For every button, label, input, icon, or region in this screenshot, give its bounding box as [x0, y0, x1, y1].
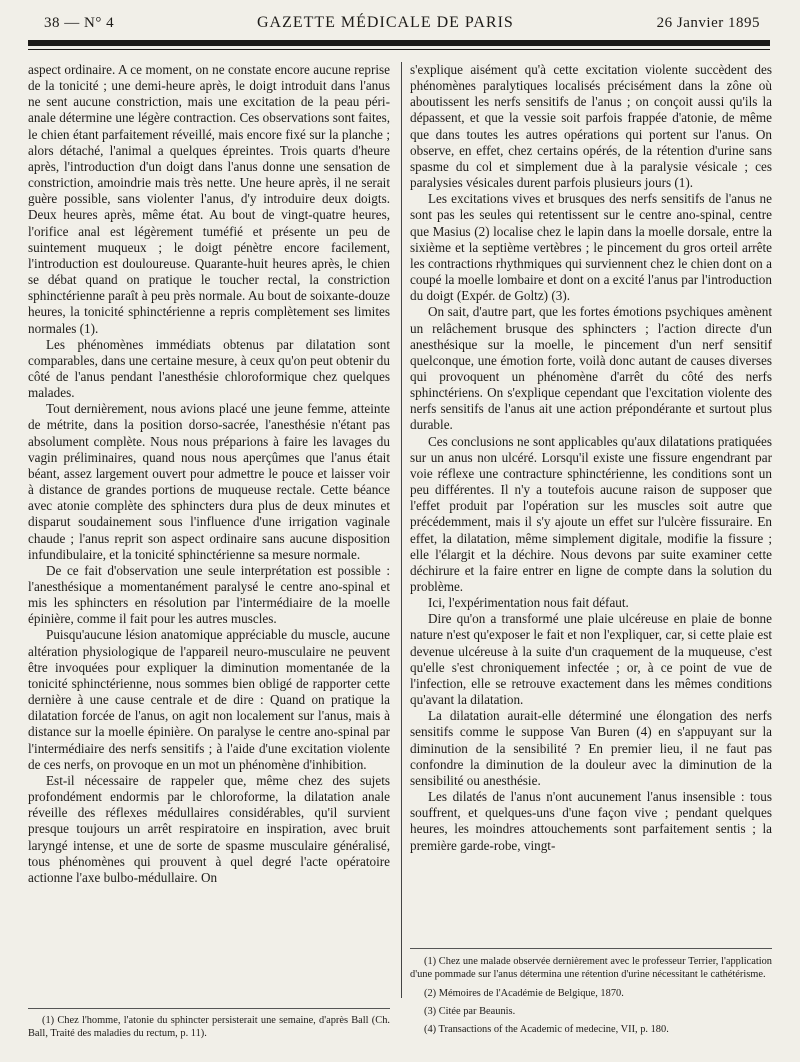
issue-date: 26 Janvier 1895 [656, 15, 760, 31]
footnote: (1) Chez l'homme, l'atonie du sphincter persisterait une semaine, d'après Ball (Ch. Ball, Traité des maladies du rectum, p. 11). [28, 1015, 390, 1039]
paragraph: Dire qu'on a transformé une plaie ulcéreuse en plaie de bonne nature n'est qu'exposer le fait et non l'expliquer, car, si cette plaie est devenue ulcéreuse à la suite d'un craquement de la muqueuse, c'est qu'elle s'est chroniquement infectée ; or, à ce point de vue de l'infection, elle se retrouve exactement dans les mêmes conditions qu'avant la dilatation. [410, 611, 772, 708]
right-column [410, 62, 772, 854]
left-column [28, 62, 390, 886]
paragraph: Ces conclusions ne sont applicables qu'aux dilatations pratiquées sur un anus non ulcéré. Lorsqu'il existe une fissure engendrant par voie réflexe une contracture sphinctérienne, les conditions sont un peu différentes. Il n'y a toutefois aucune raison de supposer que l'effet produit par l'opération sur les muscles soit autre que précédemment, mais il s'y ajoute un effet sur l'ulcère fissuraire. En effet, la dilatation, même simplement digitale, modifie la fissure ; elle l'élargit et la déchire. Nous devons par suite examiner cette déchirure et la faire entrer en ligne de compte dans la solution du problème. [410, 433, 772, 594]
paragraph: s'explique aisément qu'à cette excitation violente succèdent des phénomènes paralytiques localisés précisément dans la zône où aboutissent les nerfs sensitifs de l'anus ; on conçoit aussi qu'ils la dépassent, et que la vessie soit parfois frappée d'atonie, de même que dans toutes les autres opérations qui portent sur l'anus. On observe, en effet, chez certains opérés, de la rétention d'urine sans spasme du col et simplement due à la paralysie vésicale ; ces paralysies vésicales durent parfois plusieurs jours (1). [410, 62, 772, 191]
footnotes-right [410, 948, 772, 1041]
header-rule-thin [28, 49, 770, 50]
paragraph: Les excitations vives et brusques des nerfs sensitifs de l'anus ne sont pas les seules qui retentissent sur le centre ano-spinal, centre que Masius (2) localise chez le lapin dans la moelle dorsale, entre la sixième et la septième vertèbres ; le pincement du gros orteil arrête les contractions rhythmiques qui surviennent chez le chien dont on a coupé la moelle lombaire et dont on a excité l'anus par l'introduction du doigt (Expér. de Goltz) (3). [410, 191, 772, 304]
paragraph: Les dilatés de l'anus n'ont aucunement l'anus insensible : tous souffrent, et quelques-uns d'une façon vive ; pendant quelques heures, les moindres attouchements sont parfaitement sentis ; la première garde-robe, vingt- [410, 789, 772, 853]
footnote: (3) Citée par Beaunis. [424, 1006, 516, 1017]
paragraph: On sait, d'autre part, que les fortes émotions psychiques amènent un relâchement brusque des sphincters ; l'action directe d'un anesthésique sur la moelle, le pincement d'un nerf sensitif quelconque, une émotion forte, voilà donc autant de causes diverses qui provoquent un phénomène d'arrêt du côté des nerfs sphinctériens. On s'explique cependant que l'excitation violente des nerfs sensitifs de l'anus ait une action prépondérante et surtout plus durable. [410, 304, 772, 433]
page-header [44, 14, 760, 36]
header-rule-thick [28, 40, 770, 46]
paragraph: De ce fait d'observation une seule interprétation est possible : l'anesthésique a momentanément paralysé le centre ano-spinal et mis les sphincters en résolution par l'intermédiaire de la moelle épinière, comme il fait pour les autres muscles. [28, 562, 390, 627]
paragraph: Les phénomènes immédiats obtenus par dilatation sont comparables, dans une certaine mesure, à ceux qu'on peut obtenir du côté de l'anus pendant l'anesthésie chloroformique chez quelques malades. [28, 336, 390, 401]
footnote: (4) Transactions of the Academic of medecine, VII, p. 180. [424, 1024, 669, 1035]
paragraph: Ici, l'expérimentation nous fait défaut. [428, 595, 629, 611]
column-divider [401, 62, 402, 998]
footnote: (1) Chez une malade observée dernièrement avec le professeur Terrier, l'application d'une pommade sur l'anus détermina une rétention d'urine nécessitant le cathétérisme. [410, 956, 772, 980]
paragraph: Est-il nécessaire de rappeler que, même chez des sujets profondément endormis par le chloroforme, la dilatation anale réveille des réflexes médullaires considérables, qu'il survient presque toujours un arrêt respiratoire en inspiration, avec bruit laryngé intense, et une de sorte de spasme musculaire généralisé, tous phénomènes qui prouvent à quel degré l'acte opératoire actionne l'axe bulbo-médullaire. On [28, 772, 390, 885]
paragraph: aspect ordinaire. A ce moment, on ne constate encore aucune reprise de la tonicité ; une demi-heure après, le doigt introduit dans l'anus ne sent aucune constriction, mais une excitation de la peau péri-anale détermine une légère contraction. Ces observations sont faites, le chien étant parfaitement réveillé, mais encore fixé sur la planche ; alors détaché, l'animal a quelques épreintes. Trois quarts d'heure après, l'introduction d'un doigt dans l'anus donne une sensation de constriction, amoindrie mais très nette. Une heure après, il ne serait guère possible, sans violenter l'anus, d'y introduire deux doigts. Deux heures après, même état. Au bout de vingt-quatre heures, l'orifice anal est légèrement tuméfié et présente un peu de suintement muqueux ; le doigt pénètre encore facilement, l'introduction est douloureuse. Quarante-huit heures après, le chien se débat quand on pratique le toucher rectal, la constriction sphinctérienne paraît à peu près normale. Au bout de soixante-douze heures, la tonicité sphinctérienne a repris complètement ses limites normales (1). [28, 62, 390, 336]
paragraph: La dilatation aurait-elle déterminé une élongation des nerfs sensitifs comme le suppose Van Buren (4) en s'appuyant sur la diminution de la sensibilité ? En premier lieu, il ne faut pas confondre la diminution de la douleur avec la diminution de la sensibilité ou anesthésie. [410, 708, 772, 788]
paragraph: Puisqu'aucune lésion anatomique appréciable du muscle, aucune altération physiologique de l'appareil neuro-musculaire ne peuvent être invoquées pour expliquer la diminution momentanée de la tonicité sphinctérienne, nous sommes bien obligé de rapporter cette dernière à une cause centrale et de dire : Quand on pratique la dilatation forcée de l'anus, on agit non localement sur l'anus, mais à distance sur la moelle épinière. On paralyse le centre ano-spinal par l'intermédiaire des nerfs sensitifs ; à l'aide d'une excitation violente de ces nerfs, on provoque en un mot un phénomène d'inhibition. [28, 627, 390, 772]
journal-title: GAZETTE MÉDICALE DE PARIS [256, 14, 514, 31]
footnote: (2) Mémoires de l'Académie de Belgique, 1870. [424, 988, 624, 999]
paragraph: Tout dernièrement, nous avions placé une jeune femme, atteinte de métrite, dans la position dorso-sacrée, l'anesthésie n'étant pas absolument complète. Nous nous préparions à faire les lavages du vagin préliminaires, quand nous nous aperçûmes que l'anus était béant, assez largement ouvert pour admettre le pouce et laisser voir à distance de grandes portions de muqueuse rectale. Cette béance avec atonie complète des sphincters dura plus de deux minutes et disparut soudainement sous l'influence d'une irrigation vaginale chaude ; l'anus reprit son aspect ordinaire sans aucune disposition infundibulaire, et la tonicité sphinctérienne sa mesure normale. [28, 401, 390, 562]
footnotes-left [28, 1008, 390, 1040]
page-number: 38 — N° 4 [44, 15, 115, 31]
